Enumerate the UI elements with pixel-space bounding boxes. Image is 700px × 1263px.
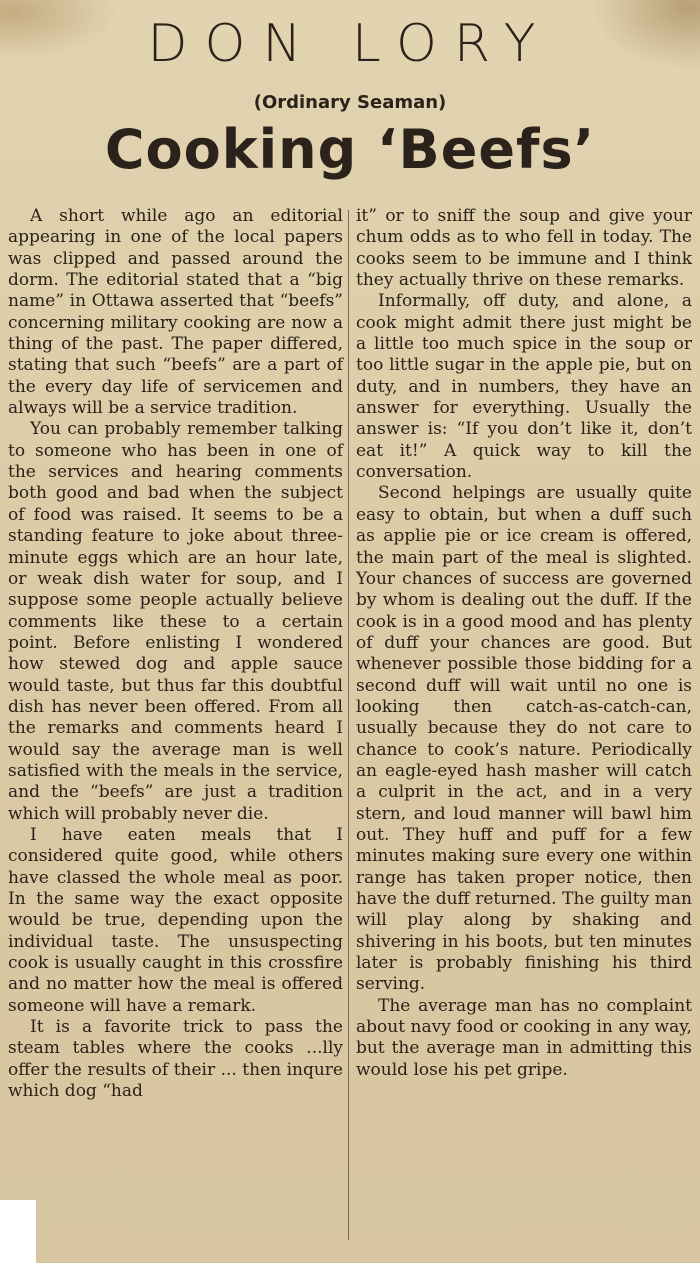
right-column	[356, 206, 692, 1081]
paragraph: You can probably remember talking to someone who has been in one of the services and hearing comments both good and bad when the subject of food was raised. It seems to be a standing feature to joke about three-minute eggs which are an hour late, or weak dish water for soup, and I suppose some people actually believe comments like these to a certain point. Before enlisting I wondered how stewed dog and apple sauce would taste, but thus far this doubtful dish has never been offered. From all the remarks and comments heard I would say the average man is well satisfied with the meals in the service, and the “beefs” are just a tradition which will probably never die.	[8, 419, 343, 824]
paragraph-continuation: it” or to sniff the soup and give your chum odds as to who fell in today. The cooks seem to be immune and I think they actually thrive on these remarks.	[356, 206, 692, 291]
headline: Cooking ‘Beefs’	[104, 118, 596, 181]
paragraph: It is a favorite trick to pass the steam tables where the cooks ...lly offer the results of their ... then inqure which dog “had	[8, 1017, 343, 1102]
author-rank: (Ordinary Seaman)	[253, 92, 447, 113]
left-column	[8, 206, 343, 1102]
paragraph: I have eaten meals that I considered quite good, while others have classed the whole meal as poor. In the same way the exact opposite would be true, depending upon the individual taste. The unsuspecting cook is usually caught in this crossfire and no matter how the meal is offered someone will have a remark.	[8, 824, 343, 1016]
author-byline: DON LORY	[147, 14, 553, 74]
column-rule	[348, 210, 349, 1240]
paragraph: Informally, off duty, and alone, a cook might admit there just might be a little too much spice in the soup or too little sugar in the apple pie, but on duty, and in numbers, they have an answer for everything. Usually the answer is: “If you don’t like it, don’t eat it!” A quick way to kill the conversation.	[356, 291, 692, 483]
paragraph: Second helpings are usually quite easy to obtain, but when a duff such as applie pie or ice cream is offered, the main part of the meal is slighted. Your chances of success are governed by whom is dealing out the duff. If the cook is in a good mood and has plenty of duff your chances are good. But whenever possible those bidding for a second duff will wait until no one is looking then catch-as-catch-can, usually because they do not care to chance to cook’s nature. Periodically an eagle-eyed hash masher will catch a culprit in the act, and in a very stern, and loud manner will bawl him out. They huff and puff for a few minutes making sure every one within range has taken proper notice, then have the duff returned. The guilty man will play along by shaking and shivering in his boots, but ten minutes later is probably finishing his third serving.	[356, 483, 692, 995]
paragraph: The average man has no complaint about navy food or cooking in any way, but the average man in admitting this would lose his pet gripe.	[356, 995, 692, 1080]
torn-corner	[0, 1200, 36, 1263]
paragraph: A short while ago an editorial appearing in one of the local papers was clipped and passed around the dorm. The editorial stated that a “big name” in Ottawa asserted that “beefs” concerning military cooking are now a thing of the past. The paper differed, stating that such “beefs” are a part of the every day life of servicemen and always will be a service tradition.	[8, 206, 343, 419]
